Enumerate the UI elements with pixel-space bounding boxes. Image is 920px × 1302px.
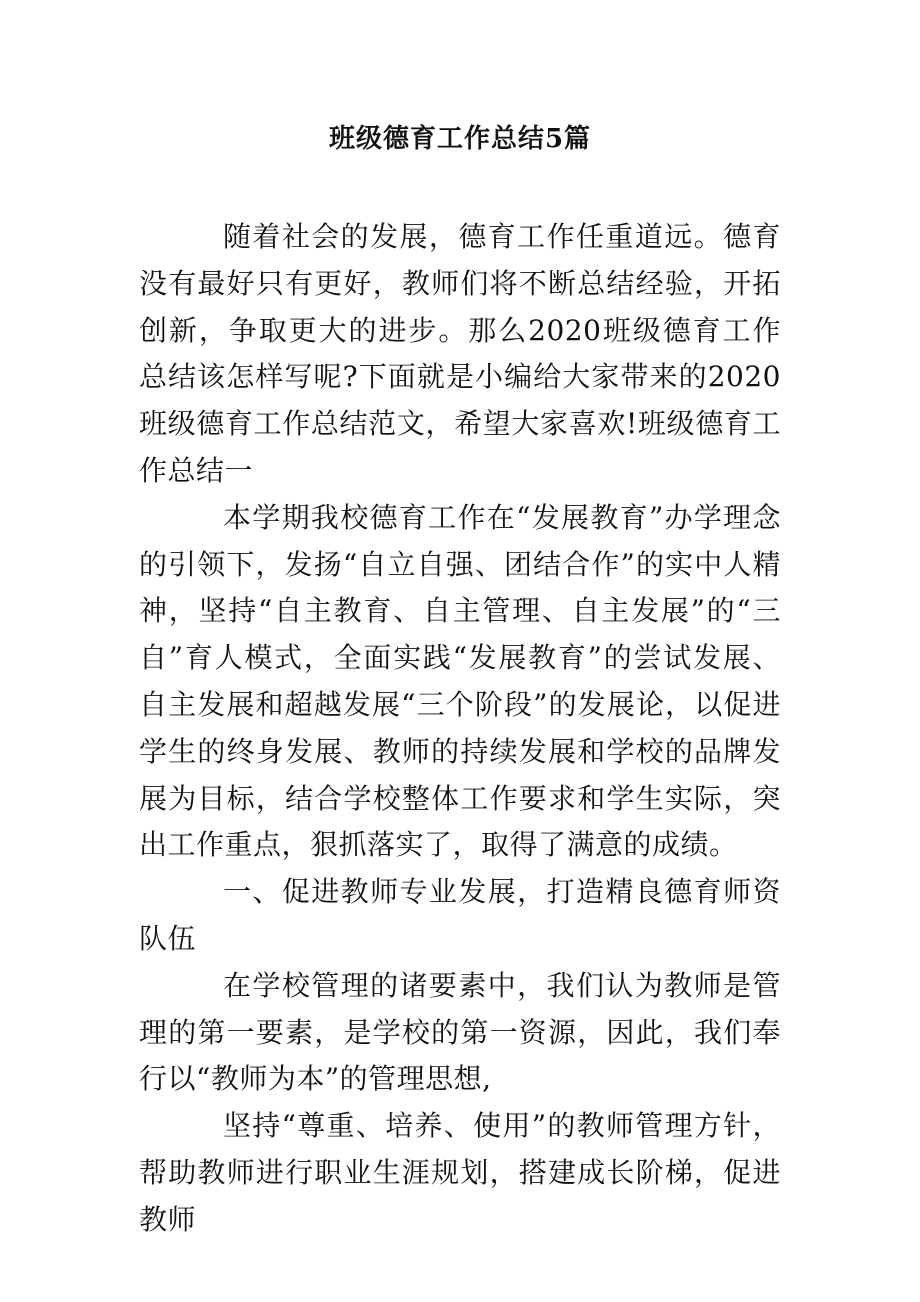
paragraph-teacher-policy: 坚持“尊重、培养、使用”的教师管理方针，帮助教师进行职业生涯规划，搭建成长阶梯，促进教师: [139, 1109, 781, 1236]
paragraph-intro: 随着社会的发展，德育工作任重道远。德育没有最好只有更好，教师们将不断总结经验，开拓创新，争取更大的进步。那么2020班级德育工作总结该怎样写呢?下面就是小编给大家带来的2020班级德育工作总结范文，希望大家喜欢!班级德育工作总结一: [139, 220, 781, 487]
paragraph-semester-overview: 本学期我校德育工作在“发展教育”办学理念的引领下，发扬“自立自强、团结合作”的实中人精神，坚持“自主教育、自主管理、自主发展”的“三自”育人模式，全面实践“发展教育”的尝试发展、自主发展和超越发展“三个阶段”的发展论，以促进学生的终身发展、教师的持续发展和学校的品牌发展为目标，结合学校整体工作要求和学生实际，突出工作重点，狠抓落实了，取得了满意的成绩。: [139, 500, 781, 862]
paragraph-teacher-first: 在学校管理的诸要素中，我们认为教师是管理的第一要素，是学校的第一资源，因此，我们奉行以“教师为本”的管理思想,: [139, 968, 781, 1096]
document-title: 班级德育工作总结5篇: [328, 124, 592, 154]
document-body: [139, 214, 781, 1244]
section-heading-1: 一、促进教师专业发展，打造精良德育师资队伍: [139, 875, 781, 955]
